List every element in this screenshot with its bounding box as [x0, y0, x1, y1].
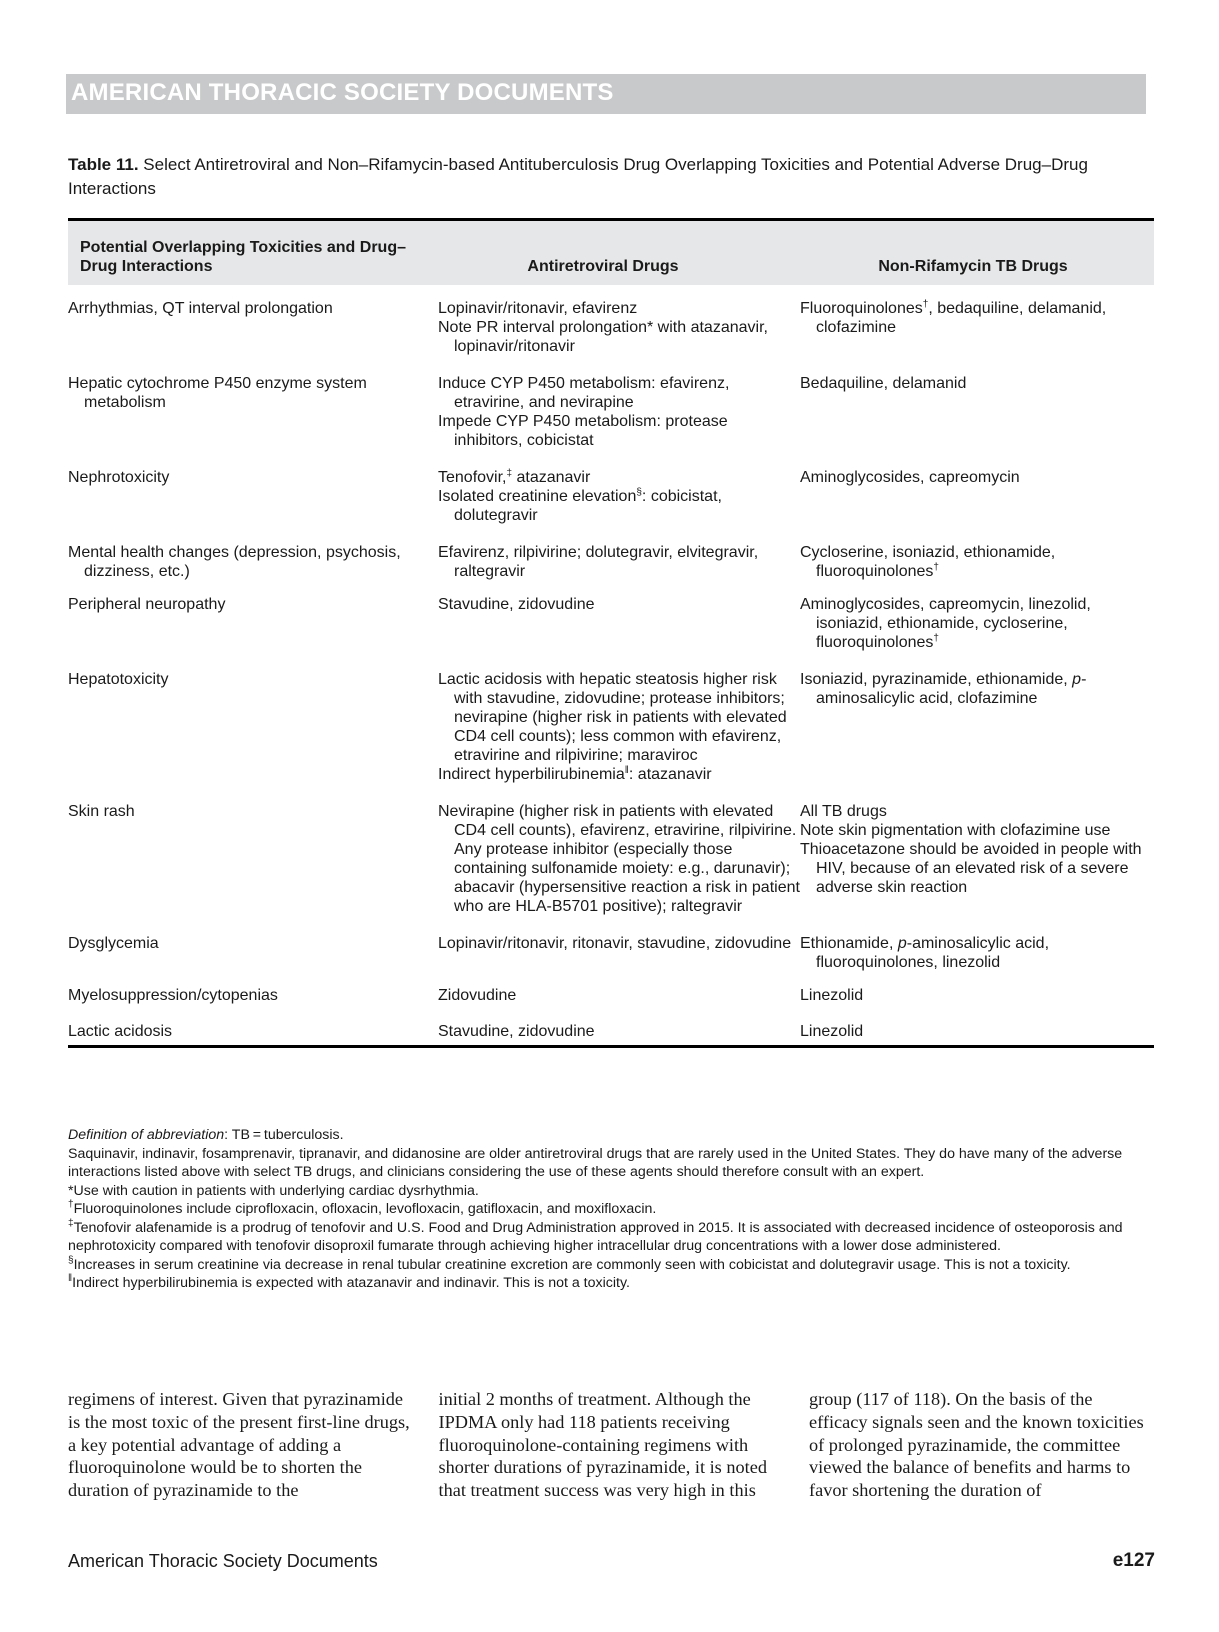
cell-line: Tenofovir,‡ atazanavir [438, 468, 591, 486]
cell-line: Skin rash [68, 803, 135, 820]
table-row [68, 595, 1154, 652]
cell-line: All TB drugs [800, 803, 887, 820]
cell-toxicity [68, 374, 438, 450]
table-row [68, 934, 1154, 972]
footnote-parallel: ‖Indirect hyperbilirubinemia is expected with atazanavir and indinavir. This is not a toxicity. [68, 1273, 630, 1291]
table-row [68, 986, 1154, 1005]
table-row [68, 299, 1154, 356]
cell-line: Bedaquiline, delamanid [800, 375, 967, 392]
cell-line: Aminoglycosides, capreomycin, linezolid, isoniazid, ethionamide, cycloserine, fluoroquinolones† [800, 596, 1091, 651]
cell-antiretroviral [438, 1022, 800, 1041]
cell-tb-drugs [800, 934, 1154, 972]
cell-toxicity [68, 802, 438, 916]
cell-line: Stavudine, zidovudine [438, 1023, 595, 1040]
cell-line: Lactic acidosis with hepatic steatosis higher risk with stavudine, zidovudine; protease inhibitors; nevirapine (higher risk in patients with elevated CD4 cell counts); less common with efavirenz, etravirine and rilpivirine; maraviroc [438, 671, 787, 764]
cell-line: Fluoroquinolones†, bedaquiline, delamanid, clofazimine [800, 299, 1107, 336]
cell-antiretroviral [438, 934, 800, 972]
cell-line: Induce CYP P450 metabolism: efavirenz, etravirine, and nevirapine [438, 375, 730, 411]
cell-toxicity [68, 1022, 438, 1041]
footnote-star: *Use with caution in patients with underlying cardiac dysrhythmia. [68, 1182, 479, 1199]
cell-antiretroviral [438, 670, 800, 784]
cell-line: Cycloserine, isoniazid, ethionamide, fluoroquinolones† [800, 544, 1056, 580]
cell-antiretroviral [438, 374, 800, 450]
cell-toxicity [68, 543, 438, 581]
footer-journal: American Thoracic Society Documents [68, 1551, 378, 1571]
cell-line: Myelosuppression/cytopenias [68, 987, 278, 1004]
cell-tb-drugs [800, 468, 1154, 525]
cell-line: Lactic acidosis [68, 1023, 173, 1040]
toxicity-table [68, 218, 1154, 1048]
cell-line: Aminoglycosides, capreomycin [800, 469, 1020, 486]
cell-tb-drugs [800, 543, 1154, 581]
column-header-antiretroviral: Antiretroviral Drugs [527, 258, 679, 275]
table-caption [68, 153, 1148, 201]
body-text [68, 1388, 1154, 1502]
footer-page-number: e127 [1112, 1550, 1155, 1571]
cell-line: Zidovudine [438, 987, 517, 1004]
table-footnotes [68, 1126, 1156, 1293]
cell-line: Indirect hyperbilirubinemia‖: atazanavir [438, 765, 712, 783]
cell-tb-drugs [800, 986, 1154, 1005]
cell-tb-drugs [800, 670, 1154, 784]
cell-line: Note skin pigmentation with clofazimine use [800, 822, 1111, 839]
body-column-2: initial 2 months of treatment. Although the IPDMA only had 118 patients receiving fluoroquinolone-containing regimens with shorter durations of pyrazinamide, it is noted that treatment success was very high in this [438, 1389, 767, 1501]
cell-line: Lopinavir/ritonavir, ritonavir, stavudine, zidovudine [438, 935, 792, 952]
cell-toxicity [68, 299, 438, 356]
table-row [68, 468, 1154, 525]
cell-antiretroviral [438, 543, 800, 581]
cell-line: Note PR interval prolongation* with atazanavir, lopinavir/ritonavir [438, 319, 768, 355]
cell-tb-drugs [800, 374, 1154, 450]
cell-antiretroviral [438, 986, 800, 1005]
column-header-toxicities: Potential Overlapping Toxicities and Drug–Drug Interactions [80, 239, 406, 275]
cell-tb-drugs [800, 802, 1154, 916]
cell-toxicity [68, 595, 438, 652]
cell-line: Isoniazid, pyrazinamide, ethionamide, p-aminosalicylic acid, clofazimine [800, 671, 1087, 707]
footnote-dagger: †Fluoroquinolones include ciprofloxacin, ofloxacin, levofloxacin, gatifloxacin, and moxifloxacin. [68, 1199, 657, 1217]
cell-line: Arrhythmias, QT interval prolongation [68, 300, 333, 317]
cell-tb-drugs [800, 299, 1154, 356]
cell-antiretroviral [438, 802, 800, 916]
cell-antiretroviral [438, 468, 800, 525]
cell-line: Peripheral neuropathy [68, 596, 226, 613]
cell-toxicity [68, 468, 438, 525]
body-column-3: group (117 of 118). On the basis of the efficacy signals seen and the known toxicities of prolonged pyrazinamide, the committee viewed the balance of benefits and harms to favor shortening the duration of [809, 1389, 1144, 1501]
footnote-section: §Increases in serum creatinine via decrease in renal tubular creatinine excretion are commonly seen with cobicistat and dolutegravir usage. This is not a toxicity. [68, 1254, 1071, 1273]
cell-line: Nephrotoxicity [68, 469, 170, 486]
cell-line: Isolated creatinine elevation§: cobicistat, dolutegravir [438, 487, 722, 524]
cell-line: Ethionamide, p-aminosalicylic acid, fluoroquinolones, linezolid [800, 935, 1050, 971]
cell-line: Lopinavir/ritonavir, efavirenz [438, 300, 638, 317]
table-row [68, 802, 1154, 916]
section-banner [66, 74, 1146, 114]
cell-antiretroviral [438, 299, 800, 356]
table-row [68, 670, 1154, 784]
cell-line: Mental health changes (depression, psychosis, dizziness, etc.) [68, 544, 401, 580]
cell-line: Nevirapine (higher risk in patients with elevated CD4 cell counts), efavirenz, etravirine, rilpivirine. Any protease inhibitor (especially those containing sulfonamide moiety: e.g., darunavir); abacavir (hypersensitive reaction a risk in patient who are HLA-B5701 positive); raltegravir [438, 803, 800, 915]
table-label: Table 11. [68, 155, 139, 174]
banner-title: AMERICAN THORACIC SOCIETY DOCUMENTS [71, 79, 614, 106]
cell-line: Stavudine, zidovudine [438, 596, 595, 613]
cell-tb-drugs [800, 1022, 1154, 1041]
table-row [68, 543, 1154, 581]
cell-line: Thioacetazone should be avoided in people with HIV, because of an elevated risk of a severe adverse skin reaction [800, 841, 1142, 896]
table-header [68, 221, 1154, 285]
cell-toxicity [68, 986, 438, 1005]
cell-line: Linezolid [800, 1023, 864, 1040]
cell-line: Impede CYP P450 metabolism: protease inhibitors, cobicistat [438, 413, 728, 449]
cell-toxicity [68, 670, 438, 784]
table-row [68, 1022, 1154, 1041]
cell-toxicity [68, 934, 438, 972]
footnote-general: Saquinavir, indinavir, fosamprenavir, tipranavir, and didanosine are older antiretroviral drugs that are rarely used in the United States. They do have many of the adverse interactions listed above with select TB drugs, and clinicians considering the use of these agents should therefore consult with an expert. [68, 1145, 1123, 1180]
column-header-tb-drugs: Non-Rifamycin TB Drugs [878, 258, 1068, 275]
footnote-double-dagger: ‡Tenofovir alafenamide is a prodrug of tenofovir and U.S. Food and Drug Administration approved in 2015. It is associated with decreased incidence of osteoporosis and nephrotoxicity compared with tenofovir disoproxil fumarate through achieving higher intracellular drug concentrations with a lower dose administered. [68, 1217, 1123, 1254]
table-title: Select Antiretroviral and Non–Rifamycin-based Antituberculosis Drug Overlapping Toxicities and Potential Adverse Drug–Drug Interactions [68, 155, 1088, 198]
footnote-definition: Definition of abbreviation: TB = tuberculosis. [68, 1127, 344, 1143]
body-column-1: regimens of interest. Given that pyrazinamide is the most toxic of the present first-line drugs, a key potential advantage of adding a fluoroquinolone would be to shorten the duration of pyrazinamide to the [68, 1389, 410, 1501]
cell-line: Efavirenz, rilpivirine; dolutegravir, elvitegravir, raltegravir [438, 544, 759, 580]
cell-tb-drugs [800, 595, 1154, 652]
cell-line: Hepatotoxicity [68, 671, 169, 688]
cell-antiretroviral [438, 595, 800, 652]
cell-line: Hepatic cytochrome P450 enzyme system metabolism [68, 375, 367, 411]
table-body [68, 285, 1154, 1045]
cell-line: Dysglycemia [68, 935, 159, 952]
definition-label: Definition of abbreviation [68, 1127, 225, 1143]
cell-line: Linezolid [800, 987, 864, 1004]
table-row [68, 374, 1154, 450]
